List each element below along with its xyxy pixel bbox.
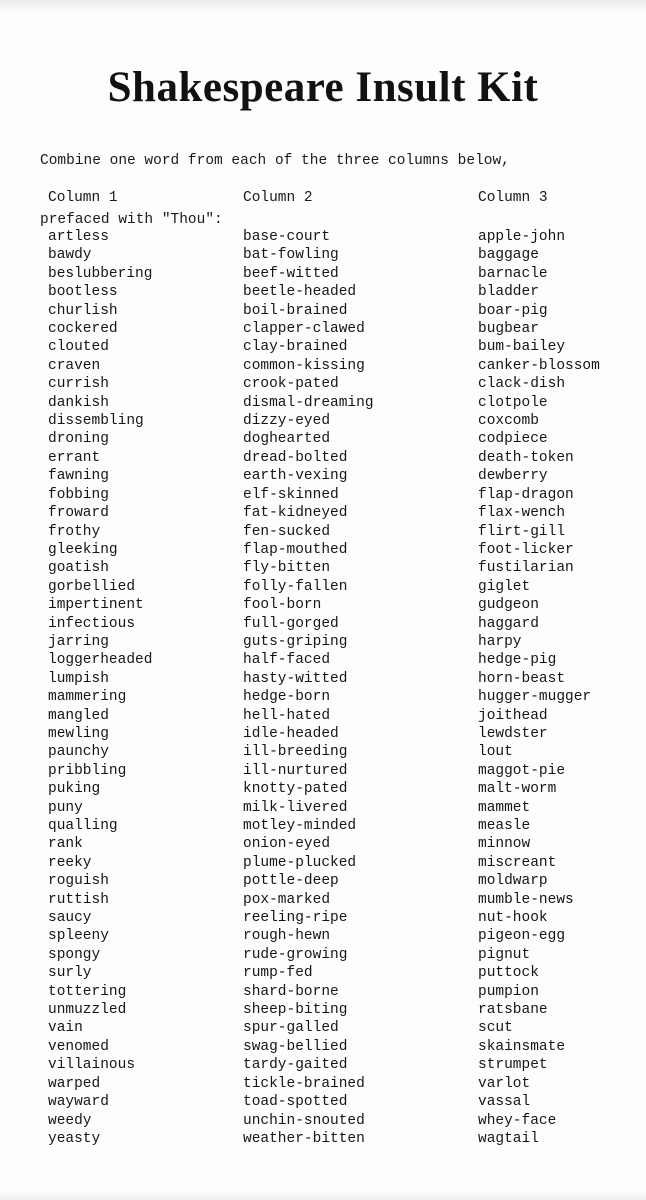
word-item: pottle-deep [243,873,339,890]
word-item: beef-witted [243,265,339,282]
word-item: puttock [478,965,539,982]
word-item: hedge-born [243,689,331,706]
word-item: beetle-headed [243,284,357,301]
word-item: reeling-ripe [243,910,348,927]
word-item: ill-breeding [243,744,348,761]
word-item: scut [478,1020,513,1037]
word-item: surly [48,965,92,982]
word-item: full-gorged [243,615,339,632]
word-item: bootless [48,284,118,301]
word-item: elf-skinned [243,486,339,503]
word-item: half-faced [243,652,331,669]
word-item: bawdy [48,247,92,264]
word-item: ratsbane [478,1002,548,1019]
word-item: clay-brained [243,339,348,356]
word-item: strumpet [478,1057,548,1074]
word-item: rough-hewn [243,928,331,945]
word-item: ill-nurtured [243,762,348,779]
word-item: hasty-witted [243,670,348,687]
word-item: dewberry [478,468,548,485]
word-item: doghearted [243,431,331,448]
word-item: plume-plucked [243,854,357,871]
word-item: warped [48,1075,101,1092]
word-item: lout [478,744,513,761]
word-item: base-court [243,229,331,245]
word-item: mumble-news [478,891,574,908]
word-item: churlish [48,302,118,319]
word-item: mammering [48,689,127,706]
word-item: puking [48,781,101,798]
word-item: beslubbering [48,265,153,282]
word-item: clapper-clawed [243,321,365,338]
word-item: weather-bitten [243,1130,365,1147]
column-1-header: Column 1 [48,190,118,206]
word-item: varlot [478,1075,531,1092]
word-item: loggerheaded [48,652,153,669]
word-item: unchin-snouted [243,1112,365,1129]
word-item: fustilarian [478,560,574,577]
word-item: spongy [48,946,101,963]
word-item: earth-vexing [243,468,348,485]
word-item: spleeny [48,928,109,945]
word-item: skainsmate [478,1038,566,1055]
column-1 [48,189,152,1148]
word-item: roguish [48,873,109,890]
word-item: craven [48,357,101,374]
word-item: dismal-dreaming [243,394,374,411]
word-item: lumpish [48,670,109,687]
word-item: pignut [478,946,531,963]
word-item: codpiece [478,431,548,448]
instructions-line-1: Combine one word from each of the three columns below, [40,153,510,169]
word-item: apple-john [478,229,566,245]
word-item: idle-headed [243,725,339,742]
word-item: spur-galled [243,1020,339,1037]
word-item: droning [48,431,109,448]
word-item: fobbing [48,486,109,503]
word-item: knotty-pated [243,781,348,798]
word-item: jarring [48,633,109,650]
word-item: lewdster [478,725,548,742]
word-item: baggage [478,247,539,264]
word-item: harpy [478,633,522,650]
word-item: fat-kidneyed [243,505,348,522]
word-item: frothy [48,523,101,540]
word-item: currish [48,376,109,393]
word-item: boil-brained [243,302,348,319]
word-item: vain [48,1020,83,1037]
word-item: mangled [48,707,109,724]
word-item: rank [48,836,83,853]
word-item: moldwarp [478,873,548,890]
word-item: venomed [48,1038,109,1055]
word-item: flirt-gill [478,523,566,540]
word-item: hugger-mugger [478,689,592,706]
word-item: foot-licker [478,541,574,558]
word-item: joithead [478,707,548,724]
word-item: canker-blossom [478,357,600,374]
word-item: guts-griping [243,633,348,650]
word-item: mammet [478,799,531,816]
word-item: cockered [48,321,118,338]
column-3-word-list [478,228,600,1148]
word-item: maggot-pie [478,762,566,779]
word-item: unmuzzled [48,1002,127,1019]
word-item: crook-pated [243,376,339,393]
word-item: folly-fallen [243,578,348,595]
word-item: flap-mouthed [243,541,348,558]
instructions-line-2: prefaced with "Thou": [40,211,223,228]
page-title: Shakespeare Insult Kit [107,63,539,111]
word-item: coxcomb [478,413,539,430]
word-item: fawning [48,468,109,485]
word-item: bugbear [478,321,539,338]
column-2-header: Column 2 [243,190,313,206]
word-item: saucy [48,910,92,927]
word-item: bat-fowling [243,247,339,264]
word-item: errant [48,449,101,466]
word-item: froward [48,505,109,522]
word-item: flap-dragon [478,486,574,503]
word-item: haggard [478,615,539,632]
column-3-header: Column 3 [478,190,548,206]
word-item: impertinent [48,597,144,614]
word-item: yeasty [48,1130,101,1147]
word-item: miscreant [478,854,557,871]
word-item: pribbling [48,762,127,779]
word-item: infectious [48,615,136,632]
word-item: clack-dish [478,376,566,393]
word-item: flax-wench [478,505,566,522]
column-3 [478,189,600,1148]
word-item: barnacle [478,265,548,282]
word-item: measle [478,818,531,834]
column-1-word-list [48,228,152,1148]
word-item: clotpole [478,394,548,411]
word-item: tardy-gaited [243,1057,348,1074]
word-item: malt-worm [478,781,557,798]
word-item: dizzy-eyed [243,413,331,430]
word-item: ruttish [48,891,109,908]
word-item: sheep-biting [243,1002,348,1019]
word-item: vassal [478,1094,531,1111]
word-item: swag-bellied [243,1038,348,1055]
word-item: clouted [48,339,109,356]
word-item: pox-marked [243,891,331,908]
word-item: fen-sucked [243,523,331,540]
word-item: milk-livered [243,799,348,816]
word-item: dissembling [48,413,144,430]
word-item: fly-bitten [243,560,331,577]
word-item: mewling [48,725,109,742]
word-item: villainous [48,1057,136,1074]
word-item: motley-minded [243,818,357,834]
column-2-word-list [243,228,374,1148]
word-item: gleeking [48,541,118,558]
word-item: nut-hook [478,910,548,927]
word-item: giglet [478,578,531,595]
word-item: common-kissing [243,357,365,374]
word-item: puny [48,799,83,816]
word-item: goatish [48,560,109,577]
word-item: onion-eyed [243,836,331,853]
word-item: hell-hated [243,707,331,724]
word-item: reeky [48,854,92,871]
word-item: dankish [48,394,109,411]
word-item: tottering [48,983,127,1000]
word-item: pumpion [478,983,539,1000]
word-item: horn-beast [478,670,566,687]
word-item: boar-pig [478,302,548,319]
word-item: minnow [478,836,531,853]
word-item: toad-spotted [243,1094,348,1111]
word-item: qualling [48,818,118,834]
word-item: whey-face [478,1112,557,1129]
word-item: rude-growing [243,946,348,963]
word-item: shard-borne [243,983,339,1000]
word-item: fool-born [243,597,322,614]
word-item: paunchy [48,744,109,761]
column-2 [243,189,374,1148]
word-item: gorbellied [48,578,136,595]
word-item: tickle-brained [243,1075,365,1092]
word-item: bum-bailey [478,339,566,356]
word-item: bladder [478,284,539,301]
word-item: hedge-pig [478,652,557,669]
word-item: dread-bolted [243,449,348,466]
word-item: wayward [48,1094,109,1111]
word-item: pigeon-egg [478,928,566,945]
word-item: rump-fed [243,965,313,982]
word-item: death-token [478,449,574,466]
word-item: weedy [48,1112,92,1129]
word-item: gudgeon [478,597,539,614]
word-item: wagtail [478,1130,539,1147]
word-item: artless [48,229,109,245]
